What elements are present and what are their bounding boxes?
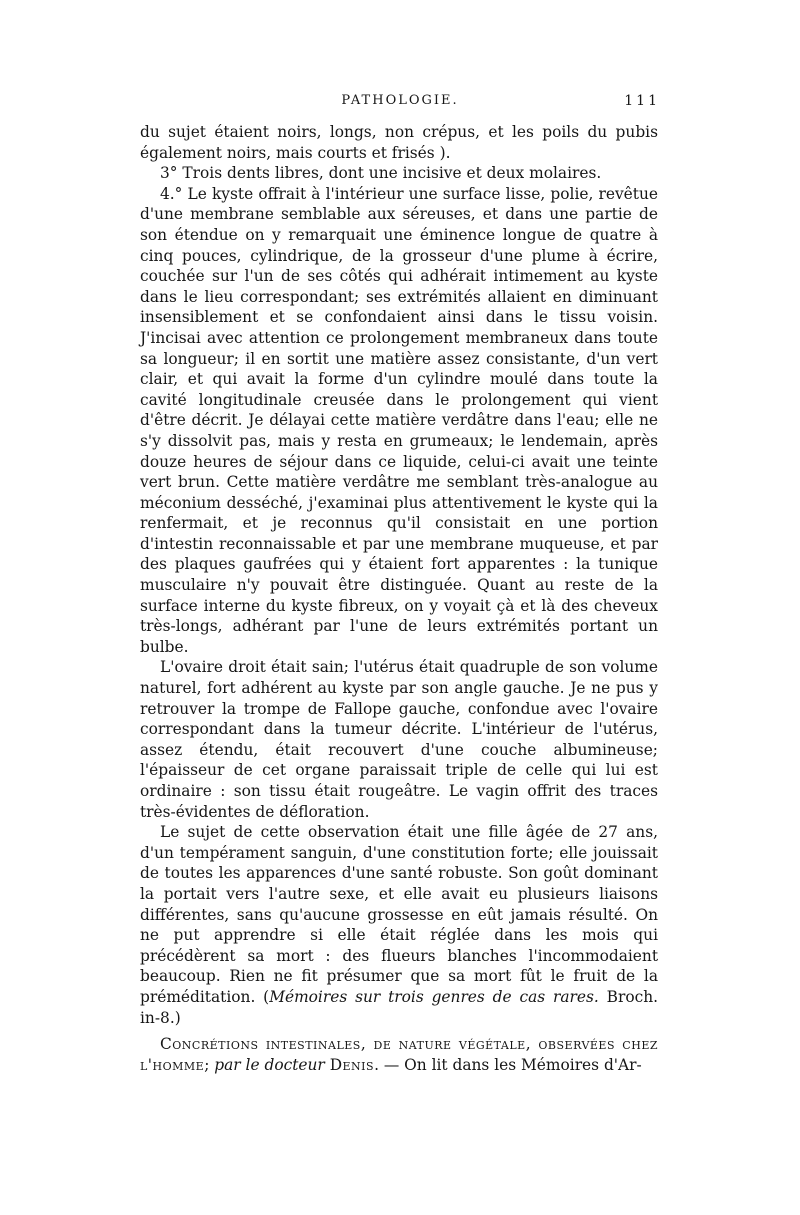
final-text: . — On lit dans les Mémoires d'Ar-	[374, 1055, 642, 1074]
author-name: Denis	[329, 1055, 375, 1074]
section-heading: Concrétions intestinales, de nature végétale, observées chez l'homme	[140, 1035, 658, 1074]
citation-title: Mémoires sur trois genres de cas rares.	[269, 987, 599, 1006]
paragraph-cyst: 4.° Le kyste offrait à l'intérieur une surface lisse, polie, revêtue d'une membrane semblable aux séreuses, et dans une partie de son étendue on y remarquait une éminence longue de quatre à cinq pouces, cylindrique, de la grosseur d'une plume à écrire, couchée sur l'un de ses côtés qui adhérait intimement au kyste dans le lieu correspondant; ses extrémités allaient en diminuant insensiblement et se confondaient ainsi dans le tissu voisin. J'incisai avec attention ce prolongement membraneux dans toute sa longueur; il en sortit une matière assez consistante, d'un vert clair, et qui avait la forme d'un cylindre moulé dans toute la cavité longitudinale creusée dans le prolongement qui vient d'être décrit. Je délayai cette matière verdâtre dans l'eau; elle ne s'y dissolvit pas, mais y resta en grumeaux; le lendemain, après douze heures de séjour dans ce liquide, celui-ci avait une teinte vert brun. Cette matière verdâtre me semblant très-analogue au méconium desséché, j'examinai plus attentivement le kyste qui la renfermait, et je reconnus qu'il consistait en une portion d'intestin reconnaissable et par une membrane muqueuse, et par des plaques gaufrées qui y étaient fort apparentes : la tunique musculaire n'y pouvait être distinguée. Quant au reste de la surface interne du kyste fibreux, on y voyait çà et là des cheveux très-longs, adhérant par l'une de leurs extrémités portant un bulbe.	[140, 184, 658, 656]
paragraph-continuation: du sujet étaient noirs, longs, non crépus, et les poils du pubis également noirs, mais courts et frisés ).	[140, 123, 658, 162]
paragraph-ovary: L'ovaire droit était sain; l'utérus était quadruple de son volume naturel, fort adhérent au kyste par son angle gauche. Je ne pus y retrouver la trompe de Fallope gauche, confondue avec l'ovaire correspondant dans la tumeur décrite. L'intérieur de l'utérus, assez étendu, était recouvert d'une couche albumineuse; l'épaisseur de cet organe paraissait triple de celle qui lui est ordinaire : son tissu était rougeâtre. Le vagin offrit des traces très-évidentes de défloration.	[140, 658, 658, 821]
subject-text: Le sujet de cette observation était une fille âgée de 27 ans, d'un tempérament sanguin, d'une constitution forte; elle jouissait de toutes les apparences d'une santé robuste. Son goût dominant la portait vers l'autre sexe, et elle avait eu plusieurs liaisons différentes, sans qu'aucune grossesse en eût jamais résulté. On ne put apprendre si elle était réglée dans les mois qui précédèrent sa mort : des flueurs blanches l'incommodaient beaucoup. Rien ne fit présumer que sa mort fût le fruit de la préméditation. (	[140, 823, 658, 1006]
body-text	[140, 122, 658, 1075]
running-head-title: PATHOLOGIE.	[341, 93, 459, 108]
page-number: 111	[624, 93, 660, 109]
paragraph-teeth: 3° Trois dents libres, dont une incisive et deux molaires.	[160, 164, 602, 183]
heading-separator: ;	[204, 1055, 215, 1074]
running-head	[140, 93, 660, 113]
paragraph-subject	[140, 822, 658, 1028]
citation-rest: Broch. in-8.)	[140, 987, 659, 1027]
paragraph-concretions	[140, 1034, 658, 1075]
byline: par le docteur	[214, 1055, 325, 1074]
